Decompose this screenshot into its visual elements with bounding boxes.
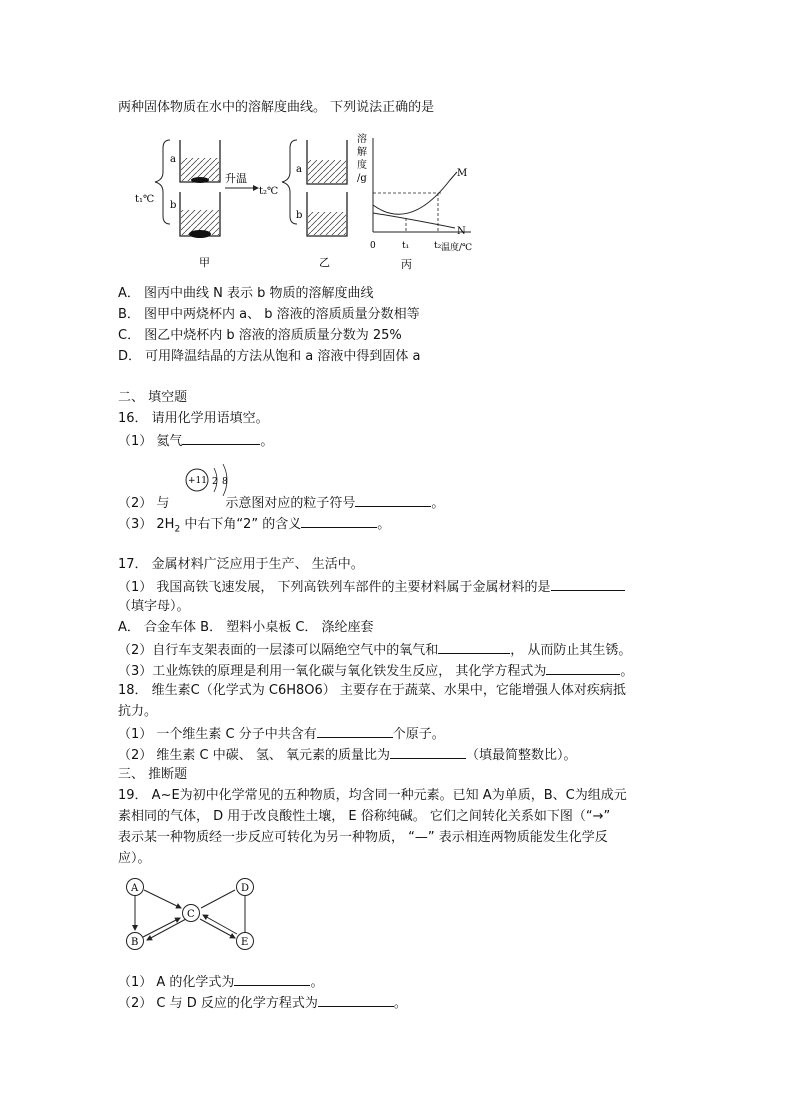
beaker-jia-b [180,192,220,238]
answer-blank[interactable] [318,994,394,1007]
q17-part3-text: （3）工业炼铁的原理是利用一氧化碳与氧化铁发生反应， 其化学方程式为 [118,664,547,679]
q16-part3-text: （3） 2H [118,517,175,532]
curve-n [373,213,455,228]
option-d: D． 可用降温结晶的方法从饱和 a 溶液中得到固体 a [118,349,421,364]
svg-text:C: C [187,909,195,920]
q19-part1-end: 。 [310,975,324,990]
y-axis-char-2: 解 [357,147,367,158]
answer-blank[interactable] [551,578,625,591]
answer-blank[interactable] [234,973,310,986]
beaker-b2-label: b [296,210,303,221]
section-fill-in: 二、 填空题 [118,390,188,405]
q16-part3-end: 。 [377,517,391,532]
tick-t2: t₂ [434,241,442,251]
curve-m-label: M [457,168,468,179]
node-c [183,905,200,922]
q16-part2-mid: 示意图对应的粒子符号 [225,496,356,511]
answer-blank[interactable] [546,662,620,675]
q18-part1-end: 个原子。 [392,727,445,742]
question-17-stem: 17． 金属材料广泛应用于生产、 生活中。 [118,557,364,572]
heating-label: 升温 [225,172,247,185]
section-inference: 三、 推断题 [118,767,188,782]
svg-text:B: B [131,937,139,948]
question-19-stem-3: 表示某一种物质经一步反应可转化为另一种物质， “—” 表示相连两物质能发生化学反 [118,830,608,845]
answer-blank[interactable] [438,641,510,654]
figure-jia-label: 甲 [199,256,210,269]
beaker-jia-a [180,140,220,183]
node-b [127,933,144,950]
nucleus-charge: +11 [188,476,207,486]
beaker-a2-label: a [296,164,302,175]
node-e [237,933,254,950]
q16-part2-end: 。 [431,496,445,511]
beaker-a-label: a [170,154,176,165]
question-19-stem-1: 19． A~E为初中化学常见的五种物质，均含同一种元素。已知 A为单质，B、C为组成元 [118,788,627,803]
q18-part2-text: （2） 维生素 C 中碳、 氢、 氧元素的质量比为 [118,748,391,763]
y-axis-char-1: 溶 [357,134,367,145]
q16-part3-text2: 中右下角“2” 的含义 [180,517,302,532]
q17-part3-end: 。 [620,664,634,679]
answer-blank[interactable] [317,725,393,738]
q19-part2-text: （2） C 与 D 反应的化学方程式为 [118,996,318,1011]
q17-part1-options: A． 合金车体 B． 塑料小桌板 C． 涤纶座套 [118,620,374,635]
q17-part2-end: ， 从而防止其生锈。 [510,643,632,658]
option-c: C． 图乙中烧杯内 b 溶液的溶质质量分数为 25% [118,328,402,343]
q16-part1-end: 。 [260,434,274,449]
q17-part2 [118,641,631,659]
q16-part1-text: （1） 氦气 [118,434,183,449]
q16-part2 [118,494,444,512]
answer-blank[interactable] [182,432,260,445]
question-19-stem-2: 素相同的气体， D 用于改良酸性土壤， E 俗称纯碱。 它们之间转化关系如下图（“→” [118,809,611,824]
shell-1-electrons: 2 [212,477,218,487]
q16-part2-text: （2） 与 [118,496,170,511]
answer-blank[interactable] [390,746,466,759]
beaker-b-label: b [170,200,177,211]
origin-label: 0 [370,241,376,251]
svg-text:D: D [241,883,250,894]
node-a [127,879,144,896]
node-d [237,879,254,896]
tick-t1: t₁ [402,241,410,251]
question-19-stem-4: 应）。 [118,851,151,866]
figure-yi-label: 乙 [319,256,330,269]
shell-2-electrons: 8 [222,477,228,487]
q19-part1-text: （1） A 的化学式为 [118,975,235,990]
conversion-diagram [118,874,268,958]
q16-part1 [118,432,273,450]
svg-text:A: A [131,883,139,894]
option-b: B． 图甲中两烧杯内 a、 b 溶液的溶质质量分数相等 [118,307,420,322]
q17-part2-text: （2）自行车支架表面的一层漆可以隔绝空气中的氧气和 [118,643,439,658]
y-axis-char-3: 度 [357,160,367,171]
t2-label: t₂℃ [259,186,279,197]
figure-bing-label: 丙 [401,258,412,271]
q19-part2-end: 。 [393,996,407,1011]
y-axis-char-4: /g [357,173,367,184]
q19-part1 [118,973,323,991]
svg-text:E: E [241,937,249,948]
q18-part1-text: （1） 一个维生素 C 分子中共含有 [118,727,317,742]
x-axis-label: 温度/℃ [441,243,473,253]
q18-part2-end: （填最简整数比）。 [466,748,577,763]
q16-part3 [118,515,390,538]
q17-part1-text: （1） 我国高铁飞速发展， 下列高铁列车部件的主要材料属于金属材料的是 [118,580,551,595]
q19-part2 [118,994,407,1012]
q17-part1-cont: （填字母）。 [118,599,190,614]
question-18-stem: 18． 维生素C（化学式为 C6H8O6） 主要存在于蔬菜、水果中，它能增强人体对疾病抵 [118,683,626,698]
curve-n-label: N [457,226,466,237]
question-15-stem: 两种固体物质在水中的溶解度曲线。 下列说法正确的是 [118,100,435,115]
question-18-stem-cont: 抗力。 [118,704,158,719]
q17-part3 [118,662,633,680]
option-a: A． 图丙中曲线 N 表示 b 物质的溶解度曲线 [118,286,374,301]
q18-part2 [118,746,577,764]
subscript: 2 [174,524,181,535]
solubility-figure [125,130,485,280]
t1-label: t₁℃ [135,194,155,205]
beaker-yi-a [307,140,347,184]
beaker-yi-b [307,192,347,236]
q18-part1 [118,725,445,743]
answer-blank[interactable] [301,515,377,528]
q17-part1 [118,578,625,596]
answer-blank[interactable] [355,494,431,507]
question-16-stem: 16． 请用化学用语填空。 [118,411,269,426]
